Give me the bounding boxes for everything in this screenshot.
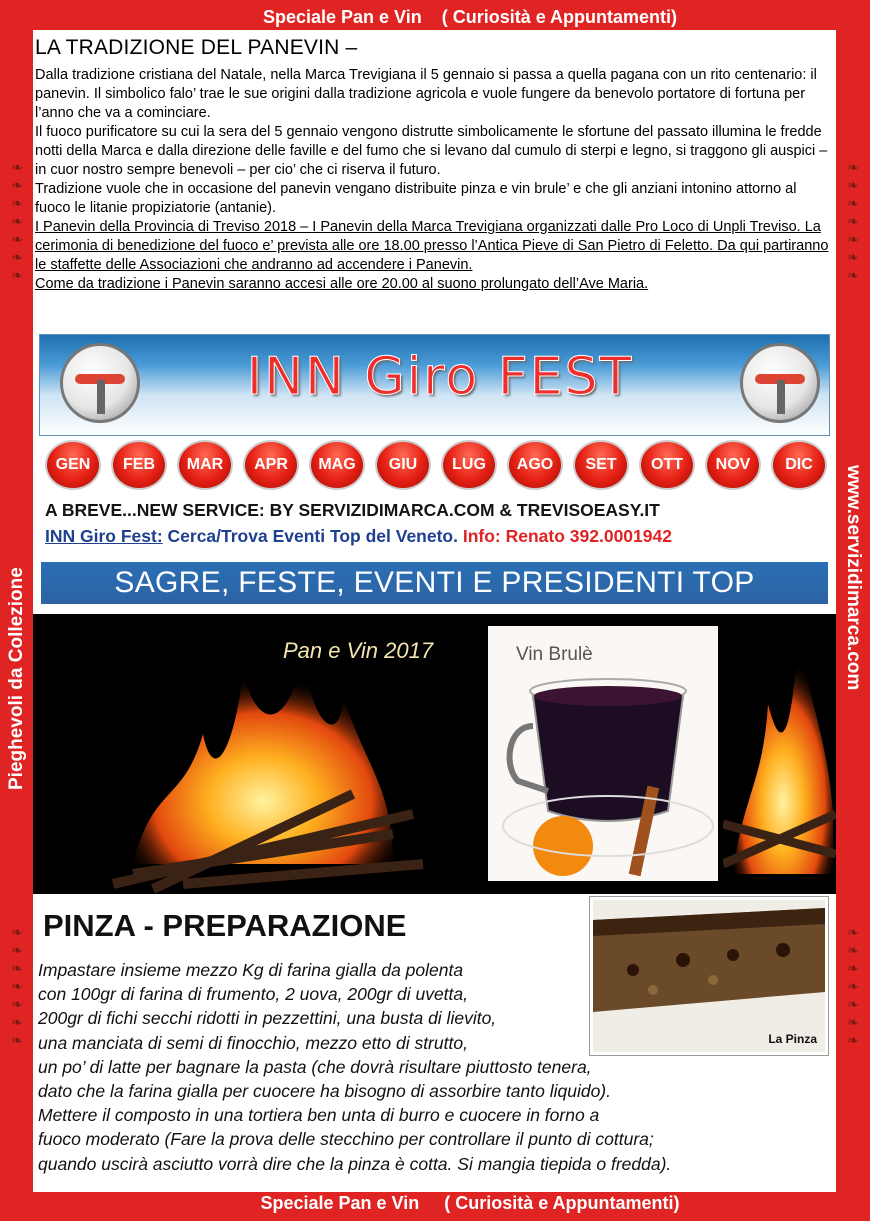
leaf-icon: ❧ xyxy=(11,942,23,958)
leaf-ornament-left-top xyxy=(7,160,27,286)
leaf-icon: ❧ xyxy=(847,978,859,994)
recipe-line: 200gr di fichi secchi ridotti in pezzettini, una busta di lievito, xyxy=(38,1008,497,1029)
leaf-ornament-right-top xyxy=(843,160,863,286)
month-button[interactable]: FEB xyxy=(111,440,167,490)
article-paragraph-events: I Panevin della Provincia di Treviso 2018 – I Panevin della Marca Trevigiana organizzati dalle Pro Loco di Unpli Treviso. La cerimonia di benedizione del fuoco e’ prevista alle ore 18.00 presso l’Antica Pieve di San Pietro di Feletto. Da qui partiranno le staffette delle Associazioni che andranno ad accendere i Panevin. xyxy=(35,219,829,273)
banner-header xyxy=(39,334,830,436)
vin-brule-label: Vin Brulè xyxy=(516,644,593,665)
month-button[interactable]: MAR xyxy=(177,440,233,490)
article-paragraph: Il fuoco purificatore su cui la sera del 5 gennaio vengono distrutte simbolicamente le sfortune del passato illumina le fredde notti della Marca e dalla direzione delle faville e del fumo che si levano dal cumulo di sterpi e legno, si traggono gli auspici – in cuor nostro sempre benevoli – per cio’ che ci riserva il futuro. xyxy=(35,124,828,178)
month-button[interactable]: GEN xyxy=(45,440,101,490)
leaf-ornament-left-bottom xyxy=(7,925,27,1051)
month-button[interactable]: SET xyxy=(573,440,629,490)
banner-title: INN Giro FEST xyxy=(246,347,634,407)
pinza-recipe xyxy=(38,958,828,1176)
leaf-icon: ❧ xyxy=(847,177,859,193)
month-button[interactable]: APR xyxy=(243,440,299,490)
month-button[interactable]: AGO xyxy=(507,440,563,490)
recipe-line: quando uscirà asciutto vorrà dire che la pinza è cotta. Si mangia tiepida o fredda). xyxy=(38,1153,672,1174)
new-service-line: A BREVE...NEW SERVICE: BY SERVIZIDIMARCA.COM & TREVISOEASY.IT xyxy=(45,500,660,520)
photo-caption: Pan e Vin 2017 xyxy=(283,638,434,663)
leaf-icon: ❧ xyxy=(11,924,23,940)
month-button[interactable]: LUG xyxy=(441,440,497,490)
panevin-photo xyxy=(33,614,836,894)
leaf-icon: ❧ xyxy=(11,231,23,247)
article-title: LA TRADIZIONE DEL PANEVIN – xyxy=(35,36,358,59)
leaf-icon: ❧ xyxy=(847,267,859,283)
logo-icon xyxy=(60,343,140,423)
recipe-line: con 100gr di farina di frumento, 2 uova, 200gr di uvetta, xyxy=(38,984,468,1005)
glass-of-wine-icon xyxy=(488,626,718,881)
leaf-icon: ❧ xyxy=(11,249,23,265)
leaf-icon: ❧ xyxy=(847,213,859,229)
leaf-icon: ❧ xyxy=(11,177,23,193)
leaf-icon: ❧ xyxy=(847,924,859,940)
footer-band: Speciale Pan e Vin ( Curiosità e Appuntamenti) xyxy=(260,1193,680,1213)
inn-giro-fest-banner[interactable] xyxy=(33,330,836,612)
month-button[interactable]: NOV xyxy=(705,440,761,490)
pinza-photo-label: La Pinza xyxy=(768,1032,817,1046)
leaf-icon: ❧ xyxy=(847,1014,859,1030)
leaf-icon: ❧ xyxy=(847,195,859,211)
leaf-icon: ❧ xyxy=(11,267,23,283)
leaf-icon: ❧ xyxy=(11,1014,23,1030)
leaf-icon: ❧ xyxy=(11,978,23,994)
leaf-icon: ❧ xyxy=(11,1032,23,1048)
logo-icon xyxy=(740,343,820,423)
leaf-icon: ❧ xyxy=(11,996,23,1012)
article-paragraph-lighting: Come da tradizione i Panevin saranno accesi alle ore 20.00 al suono prolungato dell’Ave Maria. xyxy=(35,276,649,292)
events-strip: SAGRE, FESTE, EVENTI E PRESIDENTI TOP xyxy=(39,560,830,606)
tagline: Cerca/Trova Eventi Top del Veneto. xyxy=(162,526,458,546)
contact-info: Info: Renato 392.0001942 xyxy=(457,526,672,546)
leaf-icon: ❧ xyxy=(11,960,23,976)
recipe-line: Mettere il composto in una tortiera ben unta di burro e cuocere in forno a xyxy=(38,1105,600,1126)
month-button[interactable]: MAG xyxy=(309,440,365,490)
giro-fest-info-line xyxy=(45,526,672,547)
leaf-icon: ❧ xyxy=(11,195,23,211)
article-paragraph: Dalla tradizione cristiana del Natale, nella Marca Trevigiana il 5 gennaio si passa a quella pagana con un rito centenario: il panevin. Il simbolico falo’ trae le sue origini dalla tradizione agricola e vuole fungere da benevolo portatore di fortuna per l’anno che va a cominciare. xyxy=(35,67,817,121)
header-band: Speciale Pan e Vin ( Curiosità e Appuntamenti) xyxy=(262,7,678,27)
article-paragraph: Tradizione vuole che in occasione del panevin vengano distribuite pinza e vin brule’ e che gli anziani intonino attorno al fuoco le litanie propiziatorie (antanie). xyxy=(35,181,797,216)
leaf-icon: ❧ xyxy=(11,213,23,229)
recipe-line: fuoco moderato (Fare la prova delle stecchino per controllare il punto di cottura; xyxy=(38,1129,654,1150)
leaf-icon: ❧ xyxy=(847,942,859,958)
pinza-title: PINZA - PREPARAZIONE xyxy=(43,908,407,943)
leaf-icon: ❧ xyxy=(11,159,23,175)
month-buttons xyxy=(45,440,835,490)
leaf-icon: ❧ xyxy=(847,996,859,1012)
panevin-article xyxy=(35,36,830,294)
recipe-line: una manciata di semi di finocchio, mezzo etto di strutto, xyxy=(38,1032,468,1053)
bonfire-image xyxy=(93,634,433,894)
side-label-left: Pieghevoli da Collezione xyxy=(6,567,27,790)
leaf-icon: ❧ xyxy=(847,231,859,247)
month-button[interactable]: OTT xyxy=(639,440,695,490)
leaf-icon: ❧ xyxy=(847,960,859,976)
recipe-line: un po’ di latte per bagnare la pasta (che dovrà risultare piuttosto tenera, xyxy=(38,1056,592,1077)
bonfire-image xyxy=(723,614,836,894)
side-label-right: www.servizidimarca.com xyxy=(843,465,864,691)
brand-link[interactable]: INN Giro Fest: xyxy=(45,526,163,546)
leaf-icon: ❧ xyxy=(847,1032,859,1048)
leaf-icon: ❧ xyxy=(847,159,859,175)
leaf-ornament-right-bottom xyxy=(843,925,863,1051)
month-button[interactable]: DIC xyxy=(771,440,827,490)
recipe-line: dato che la farina gialla per cuocere ha bisogno di assorbire tanto liquido). xyxy=(38,1081,611,1102)
leaf-icon: ❧ xyxy=(847,249,859,265)
month-button[interactable]: GIU xyxy=(375,440,431,490)
recipe-line: Impastare insieme mezzo Kg di farina gialla da polenta xyxy=(38,960,464,980)
vin-brule-image xyxy=(488,626,718,881)
